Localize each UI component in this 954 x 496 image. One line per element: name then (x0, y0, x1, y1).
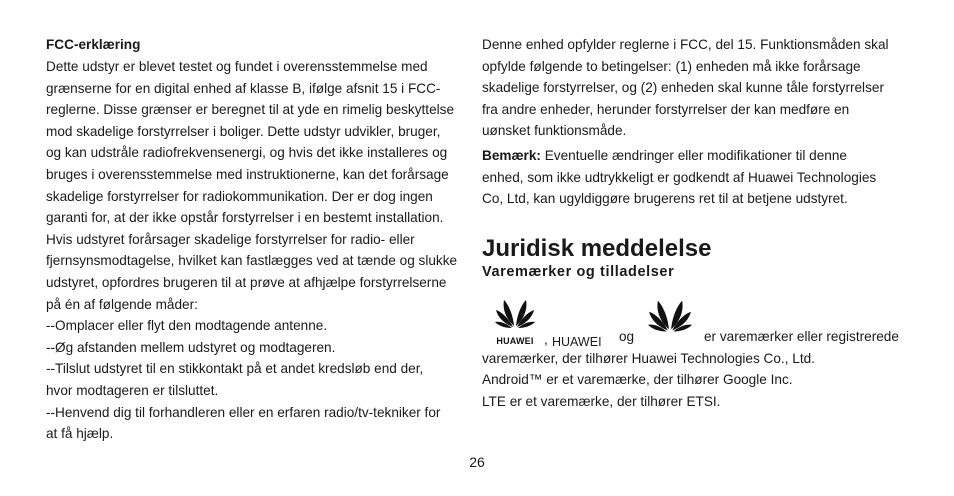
huawei-flower-logo (648, 296, 692, 341)
right-column (482, 34, 912, 413)
text-line: fra andre enheder, herunder forstyrrelser der kan medføre en (482, 101, 850, 117)
text-line: bruges i overensstemmelse med instruktionerne, kan det forårsage (46, 166, 449, 182)
trademark-tail-text: er varemærker eller registrerede (704, 328, 899, 344)
og-connector: og (619, 328, 635, 344)
text-line: udstyret, opfordres brugeren til at prøve at afhjælpe forstyrrelserne (46, 274, 447, 290)
huawei-wordmark-logo: HUAWEI (552, 334, 602, 349)
trademark-logo-line (482, 292, 912, 350)
text-line: reglerne. Disse grænser er beregnet til at yde en rimelig beskyttelse (46, 102, 455, 118)
huawei-logo-stacked (486, 296, 544, 353)
text-line: --Henvend dig til forhandleren eller en erfaren radio/tv-tekniker for (46, 404, 441, 420)
note-first-line: Eventuelle ændringer eller modifikationer til denne (540, 147, 847, 163)
text-line: grænserne for en digital enhed af klasse B, ifølge afsnit 15 i FCC- (46, 80, 441, 96)
text-line: garanti for, at der ikke opstår forstyrrelser i en bestemt installation. (46, 210, 444, 226)
huawei-logo-word: HUAWEI (496, 335, 534, 346)
text-line: på én af følgende måder: (46, 296, 198, 312)
text-line: varemærker, der tilhører Huawei Technologies Co., Ltd. (482, 350, 815, 366)
text-line: skadelige forstyrrelser for radiokommunikation. Der er dog ingen (46, 188, 433, 204)
text-line: hvor modtageren er tilsluttet. (46, 382, 219, 398)
note-paragraph (482, 145, 912, 210)
text-line: skadelige forstyrrelser, og (2) enheden skal kunne tåle forstyrrelser (482, 80, 884, 96)
huawei-flower-icon (648, 296, 692, 334)
fcc-body (46, 56, 474, 445)
text-line: --Omplacer eller flyt den modtagende antenne. (46, 318, 328, 334)
text-line: og kan udstråle radiofrekvensenergi, og hvis det ikke installeres og (46, 145, 448, 161)
left-column (46, 34, 474, 445)
trademarks-subtitle: Varemærker og tilladelser (482, 263, 675, 280)
text-line: fjernsynsmodtagelse, hvilket kan fastlægges ved at tænde og slukke (46, 253, 458, 269)
text-line: --Tilslut udstyret til en stikkontakt på et andet kredsløb end der, (46, 361, 424, 377)
text-line: Hvis udstyret forårsager skadelige forstyrrelser for radio- eller (46, 231, 415, 247)
text-line: Denne enhed opfylder reglerne i FCC, del 15. Funktionsmåden skal (482, 37, 889, 52)
text-line: Android™ er et varemærke, der tilhører Google Inc. (482, 372, 793, 388)
text-line: mod skadelige forstyrrelser i boliger. Dette udstyr udvikler, bruger, (46, 123, 441, 139)
legal-notice-title: Juridisk meddelelse (482, 234, 712, 262)
note-label: Bemærk: (482, 147, 541, 163)
text-line: opfylde følgende to betingelser: (1) enheden må ikke forårsage (482, 58, 861, 74)
huawei-flower-icon (495, 296, 535, 330)
text-line: uønsket funktionsmåde. (482, 123, 627, 139)
text-line: --Øg afstanden mellem udstyret og modtageren. (46, 339, 336, 355)
logo-separator-comma: , (544, 331, 548, 347)
text-line: enhed, som ikke udtrykkeligt er godkendt af Huawei Technologies (482, 169, 877, 185)
text-line: Dette udstyr er blevet testet og fundet i overensstemmelse med (46, 59, 428, 74)
text-line: LTE er et varemærke, der tilhører ETSI. (482, 393, 721, 409)
fcc-heading: FCC-erklæring (46, 37, 141, 52)
trademark-paragraph (482, 348, 912, 413)
fcc-conditions-paragraph (482, 34, 912, 142)
text-line: Co, Ltd, kan ugyldiggøre brugerens ret til at betjene udstyret. (482, 191, 848, 207)
page-number: 26 (469, 454, 485, 470)
text-line: at få hjælp. (46, 426, 114, 442)
